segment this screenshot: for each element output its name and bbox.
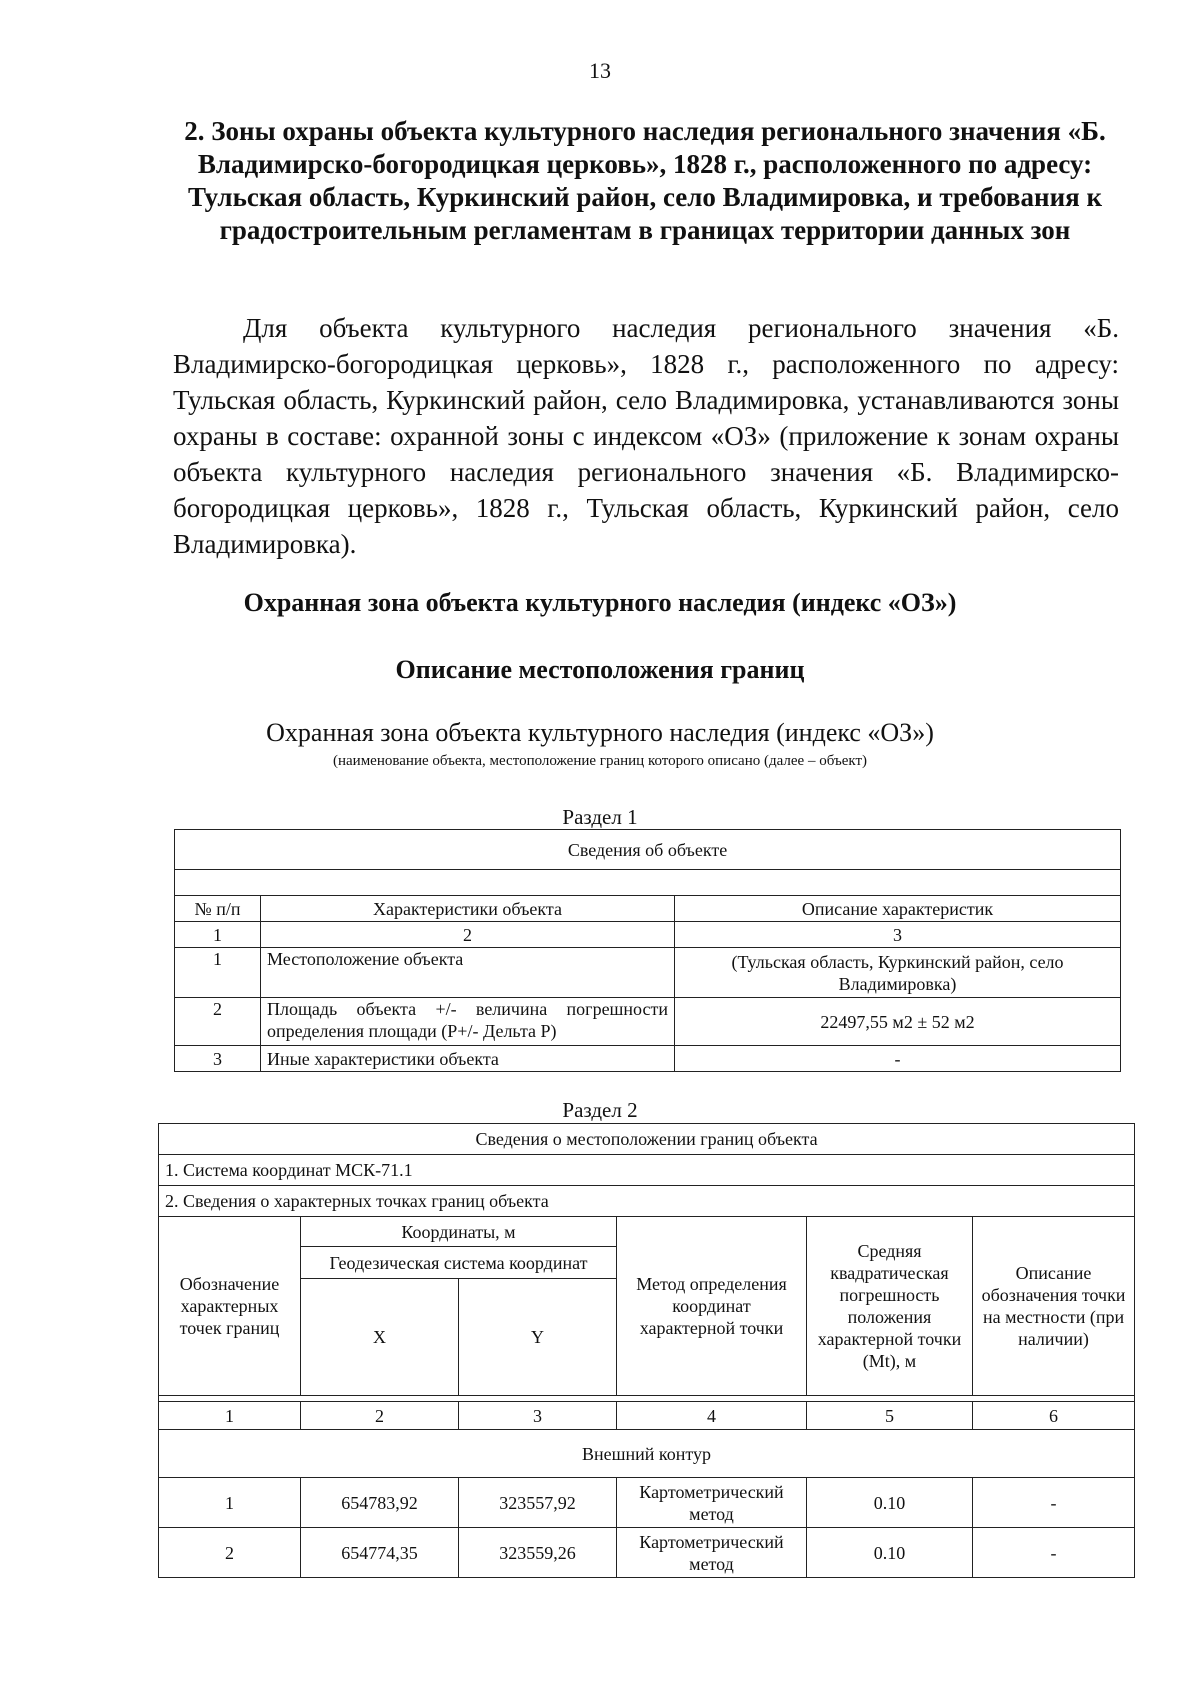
header-y: Y xyxy=(459,1279,617,1396)
column-number: 4 xyxy=(617,1402,807,1430)
section-heading: 2. Зоны охраны объекта культурного наследия регионального значения «Б. Владимирско-богородицкая церковь», 1828 г., расположенного по адресу: Тульская область, Куркинский район, село Владимировка, и требования к градостроительным регламентам в границах территории данных зон xyxy=(184,116,1106,245)
section1-table xyxy=(174,829,1121,1072)
row-characteristic: Местоположение объекта xyxy=(261,948,675,998)
row-number: 3 xyxy=(175,1046,261,1072)
header-designation: Обозначение характерных точек границ xyxy=(159,1217,301,1396)
column-number: 6 xyxy=(973,1402,1135,1430)
coordinate-system: 1. Система координат МСК-71.1 xyxy=(159,1155,1135,1186)
section1-title: Раздел 1 xyxy=(562,805,638,829)
header-error: Средняя квадратическая погрешность положения характерной точки (Mt), м xyxy=(807,1217,973,1396)
table-row xyxy=(159,1528,1135,1578)
point-x: 654783,92 xyxy=(301,1478,459,1528)
table-row xyxy=(175,998,1121,1046)
header-characteristics: Характеристики объекта xyxy=(261,896,675,922)
page-number: 13 xyxy=(589,58,611,83)
section2-table xyxy=(158,1123,1135,1578)
column-number: 1 xyxy=(159,1402,301,1430)
points-caption: 2. Сведения о характерных точках границ объекта xyxy=(159,1186,1135,1217)
column-number: 2 xyxy=(301,1402,459,1430)
column-number: 3 xyxy=(459,1402,617,1430)
point-y: 323559,26 xyxy=(459,1528,617,1578)
header-number: № п/п xyxy=(175,896,261,922)
point-number: 1 xyxy=(159,1478,301,1528)
object-name: Охранная зона объекта культурного наследия (индекс «ОЗ») xyxy=(266,718,934,747)
header-x: X xyxy=(301,1279,459,1396)
description-subheading: Описание местоположения границ xyxy=(395,655,805,684)
section1-empty-row xyxy=(175,870,1121,896)
section1-caption: Сведения об объекте xyxy=(175,830,1121,870)
section2-caption: Сведения о местоположении границ объекта xyxy=(159,1124,1135,1155)
header-description: Описание характеристик xyxy=(675,896,1121,922)
row-number: 2 xyxy=(175,998,261,1046)
point-error: 0.10 xyxy=(807,1528,973,1578)
point-description: - xyxy=(973,1528,1135,1578)
point-description: - xyxy=(973,1478,1135,1528)
row-number: 1 xyxy=(175,948,261,998)
point-error: 0.10 xyxy=(807,1478,973,1528)
header-coordinates: Координаты, м xyxy=(301,1217,617,1247)
table-row xyxy=(175,948,1121,998)
body-paragraph: Для объекта культурного наследия регионального значения «Б. Владимирско-богородицкая церковь», 1828 г., расположенного по адресу: Тульская область, Куркинский район, село Владимировка, устанавливаются зоны охраны в составе: охранной зоны с индексом «ОЗ» (приложение к зонам охраны объекта культурного наследия регионального значения «Б. Владимирско-богородицкая церковь», 1828 г., Тульская область, Куркинский район, село Владимировка). xyxy=(173,313,1119,559)
table-row xyxy=(159,1478,1135,1528)
row-description: 22497,55 м2 ± 52 м2 xyxy=(675,998,1121,1046)
row-characteristic: Площадь объекта +/- величина погрешности определения площади (Р+/- Дельта Р) xyxy=(261,998,675,1046)
column-number: 5 xyxy=(807,1402,973,1430)
column-number: 1 xyxy=(175,922,261,948)
point-method: Картометрический метод xyxy=(617,1528,807,1578)
table-row xyxy=(175,1046,1121,1072)
column-number: 2 xyxy=(261,922,675,948)
section2-title: Раздел 2 xyxy=(562,1098,638,1122)
point-number: 2 xyxy=(159,1528,301,1578)
header-point-description: Описание обозначения точки на местности (при наличии) xyxy=(973,1217,1135,1396)
row-characteristic: Иные характеристики объекта xyxy=(261,1046,675,1072)
column-number: 3 xyxy=(675,922,1121,948)
object-name-note: (наименование объекта, местоположение границ которого описано (далее – объект) xyxy=(332,753,868,769)
row-description: (Тульская область, Куркинский район, село Владимировка) xyxy=(675,948,1121,998)
header-method: Метод определения координат характерной точки xyxy=(617,1217,807,1396)
point-y: 323557,92 xyxy=(459,1478,617,1528)
header-geodetic-system: Геодезическая система координат xyxy=(301,1247,617,1279)
point-method: Картометрический метод xyxy=(617,1478,807,1528)
zone-subheading: Охранная зона объекта культурного наследия (индекс «ОЗ») xyxy=(243,588,957,617)
contour-label: Внешний контур xyxy=(159,1430,1135,1478)
point-x: 654774,35 xyxy=(301,1528,459,1578)
row-description: - xyxy=(675,1046,1121,1072)
